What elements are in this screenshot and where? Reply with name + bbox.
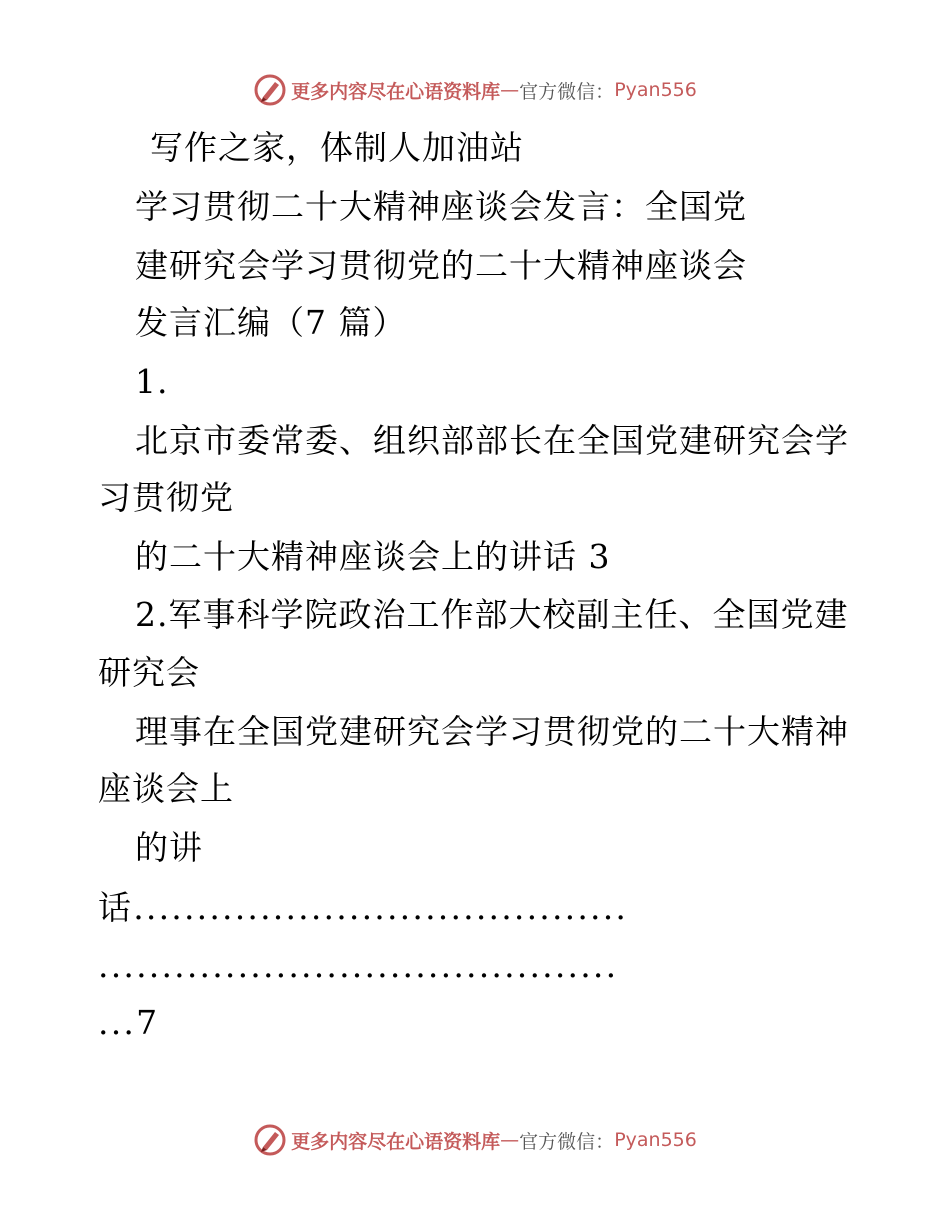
doc-line-leader-2: ......................................... — [98, 946, 619, 985]
doc-line-title-3: 发言汇编（7 篇） — [135, 303, 407, 342]
doc-line-title-2: 建研究会学习贯彻党的二十大精神座谈会 — [135, 246, 747, 285]
pen-in-circle-logo-icon — [253, 1123, 287, 1157]
doc-line-subtitle: 写作之家，体制人加油站 — [150, 128, 524, 167]
pen-in-circle-logo-icon — [253, 73, 287, 107]
watermark-text: 更多内容尽在心语资料库 — [291, 1130, 501, 1153]
doc-line-leader-1: 话....................................... — [98, 888, 629, 927]
watermark-label: 官方微信： — [519, 80, 615, 103]
doc-line-item-2-c: 理事在全国党建研究会学习贯彻党的二十大精神 — [135, 712, 849, 751]
doc-line-item-2-b: 研究会 — [98, 653, 200, 692]
watermark-id: Pyan556 — [614, 1129, 697, 1151]
doc-line-item-2-a: 2.军事科学院政治工作部大校副主任、全国党建 — [135, 595, 849, 634]
header-watermark — [0, 70, 950, 110]
watermark-separator: — — [500, 79, 520, 101]
doc-line-item-2-d: 座谈会上 — [98, 769, 234, 808]
doc-line-title-1: 学习贯彻二十大精神座谈会发言：全国党 — [135, 187, 747, 226]
footer-watermark — [0, 1120, 950, 1160]
doc-line-item-1-c: 的二十大精神座谈会上的讲话 3 — [135, 537, 611, 576]
watermark-label: 官方微信： — [519, 1130, 615, 1153]
doc-line-item-1-b: 习贯彻党 — [98, 478, 234, 517]
doc-line-item-2-e: 的讲 — [135, 828, 203, 867]
watermark-text: 更多内容尽在心语资料库 — [291, 80, 501, 103]
doc-line-item-1-number: 1. — [135, 362, 169, 401]
doc-line-item-1-a: 北京市委常委、组织部部长在全国党建研究会学 — [135, 421, 849, 460]
watermark-id: Pyan556 — [614, 79, 697, 101]
watermark-separator: — — [500, 1129, 520, 1151]
doc-line-leader-3: ...7 — [98, 1003, 160, 1042]
